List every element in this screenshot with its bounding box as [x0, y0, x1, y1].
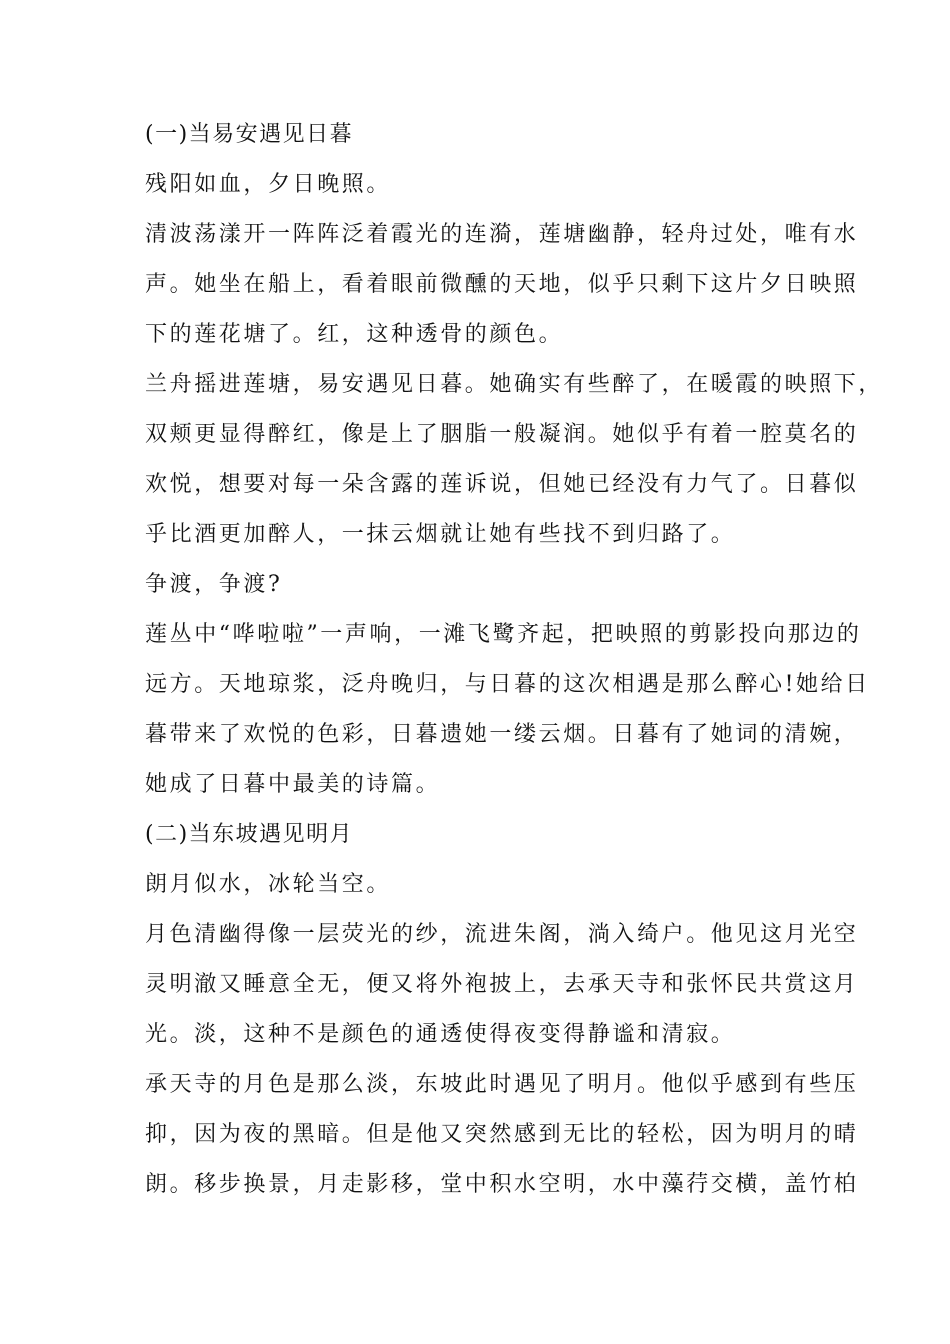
- text-line: 欢悦，想要对每一朵含露的莲诉说，但她已经没有力气了。日暮似: [145, 472, 859, 497]
- text-line: 朗。移步换景，月走影移，堂中积水空明，水中藻荇交横，盖竹柏: [145, 1172, 859, 1197]
- text-line: 灵明澈又睡意全无，便又将外袍披上，去承天寺和张怀民共赏这月: [145, 972, 859, 997]
- text-line: 争渡，争渡?: [145, 572, 283, 597]
- text-line: 抑，因为夜的黑暗。但是他又突然感到无比的轻松，因为明月的晴: [145, 1122, 859, 1147]
- text-line: 双颊更显得醉红，像是上了胭脂一般凝润。她似乎有着一腔莫名的: [145, 422, 859, 447]
- text-line: 莲丛中“哗啦啦”一声响，一滩飞鹭齐起，把映照的剪影投向那边的: [145, 622, 862, 647]
- text-line: 兰舟摇进莲塘，易安遇见日暮。她确实有些醉了，在暖霞的映照下，: [145, 372, 884, 397]
- text-line: 声。她坐在船上，看着眼前微醺的天地，似乎只剩下这片夕日映照: [145, 272, 859, 297]
- text-line: 乎比酒更加醉人，一抹云烟就让她有些找不到归路了。: [145, 522, 736, 547]
- text-line: 残阳如血，夕日晚照。: [145, 172, 392, 197]
- text-line: 朗月似水，冰轮当空。: [145, 872, 392, 897]
- text-line: 清波荡漾开一阵阵泛着霞光的连漪，莲塘幽静，轻舟过处，唯有水: [145, 222, 859, 247]
- text-line: 远方。天地琼浆，泛舟晚归，与日暮的这次相遇是那么醉心!她给日: [145, 672, 870, 697]
- text-line: 她成了日暮中最美的诗篇。: [145, 772, 441, 797]
- section-heading-dongpo: (二)当东坡遇见明月: [145, 822, 354, 847]
- text-line: 下的莲花塘了。红，这种透骨的颜色。: [145, 322, 564, 347]
- text-line: 光。淡，这种不是颜色的通透使得夜变得静谧和清寂。: [145, 1022, 736, 1047]
- section-heading-yian: (一)当易安遇见日暮: [145, 122, 354, 147]
- text-line: 承天寺的月色是那么淡，东坡此时遇见了明月。他似乎感到有些压: [145, 1072, 859, 1097]
- text-line: 暮带来了欢悦的色彩，日暮遗她一缕云烟。日暮有了她词的清婉，: [145, 722, 859, 747]
- text-line: 月色清幽得像一层荧光的纱，流进朱阁，淌入绮户。他见这月光空: [145, 922, 859, 947]
